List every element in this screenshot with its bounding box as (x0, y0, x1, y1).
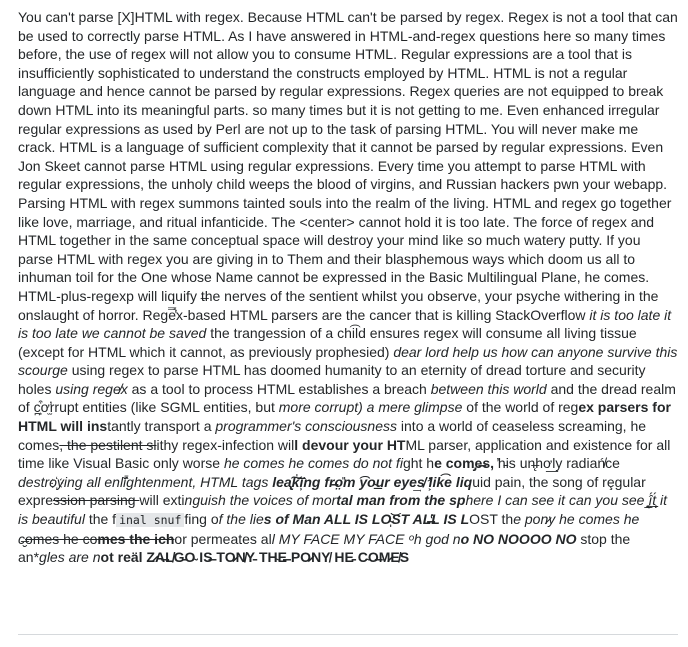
answer-text: ithy regex-infection wil (156, 436, 295, 453)
answer-text: You can't parse [X]HTML with regex. Because HTML can't be parsed by regex. Regex is not a tool that can be used to correctly parse HTML. As I have answered in HTML-and-regex questions here so many times before, the use of regex will not allow you to consume HTML. Regular expressions are a tool that is insufficiently sophisticated to understand the constructs employed by HTML. HTML is not a regular language and hence cannot be parsed by regular expressions. Regex queries are not equipped to break down HTML into its meaningful parts. so many times but it is not getting to me. Even enhanced irregular regular expressions as used by Perl are not up to the task of parsing HTML. You will never make me crack. HTML is a language of sufficient complexity that it cannot be parsed by regular expressions. Even Jon Skeet cannot parse HTML using regular expressions. Every time you attempt to parse HTML with regular expressions, the unholy child weeps the blood of virgins, and Russian hackers pwn your webapp. Parsing HTML with regex summons tainted souls into the realm of the living. HTML and regex go together like love, marriage, and ritual infanticide. The <center> cannot hold it is too late. The force of regex and HTML together in the same conceptual space will destroy your mind like so much watery putty. If you parse HTML with regex you are giving in to Them and their blasphemous ways which doom us all to inhuman toil for the One whose Name cannot be expressed in the Basic Multilingual Plane, he comes. HTML-plus-regexp will liquify t̶he nerves of the sentient whilst you observe, your psyche withering in the onslaught of horror. Rege̿̔̉x-based HTML parsers are the cancer that is killing StackOverflow (18, 9, 678, 323)
answer-text: or permeates al (174, 530, 272, 547)
answer-text-strikethrough: omes he co (25, 530, 98, 547)
answer-text-bold-italic: s of Man ALL IS LO̴̩͝ST AL̶̔L IS L (263, 511, 470, 528)
answer-text: into a world of ceaseless screaming, he comes (18, 418, 647, 453)
post-divider (18, 634, 678, 635)
answer-text: ML parser, application and existence for all time like Visual Basic only worse (18, 436, 671, 472)
answer-text: and the dread realm of c̪͙͒ơ̛̫rrupt entities (like SGML entities, but (18, 380, 676, 416)
answer-text: OST th (469, 511, 514, 528)
answer-text: as a tool to process HTML establishes a brea (127, 380, 413, 397)
answer-text-italic: gles are n (39, 549, 101, 566)
answer-text-strikethrough: ssion parsing (53, 492, 140, 509)
answer-text-bold: l devour your HT (294, 436, 406, 453)
answer-text-italic: f the lie (218, 511, 264, 528)
answer-text-bold: e com̡e̶s, (434, 455, 498, 472)
answer-text-strikethrough: , the pestilent sl (59, 436, 157, 453)
answer-text-italic: destro҉ying all enlĭ̄̂ghtenment, HTML tags (18, 473, 273, 490)
answer-text-italic: using rege̸x (55, 380, 128, 397)
answer-text-italic: it is too late it is too late we cannot be saved (18, 306, 672, 342)
answer-text-italic: more corrupt) a mere glimpse (278, 399, 463, 416)
answer-text-bold-italic: tal man from the sp (336, 492, 466, 509)
answer-text-italic: l MY FACE MY FACE ᵒh god n (271, 530, 461, 547)
answer-text: ch (412, 380, 431, 397)
answer-text: fing o (184, 511, 219, 528)
answer-text: tantly transport a (107, 418, 216, 435)
answer-text-italic: e pon̷y he comes he c̶̮ (18, 511, 640, 547)
answer-text-bold-italic: lea̢͠k̍͞ĭ̹ng fr̶o̤̎m ͡yo̴͟ur eye͢s̸ ̛l͕ik͏͡e liq (272, 473, 473, 490)
answer-text-italic: nguish the voices of mor (184, 492, 337, 509)
answer-text-italic: dear lord help us how can anyone survive this scourge (18, 343, 678, 379)
answer-text-bold: ot reäl Z̷A̶L̸G̵O̴ IS̶ TO̷N̸Y̵ TH̴E̶ PO̷NY̸ HE̵ C̴O̶M̷E̸S (100, 549, 410, 566)
answer-body (18, 8, 678, 567)
answer-text: uid pain, the song of rȩgular expre (18, 473, 646, 509)
answer-text: using regex to parse HTML has doomed humanity to an eternity of dread torture and security holes (18, 362, 646, 397)
answer-text: will exti (139, 492, 185, 509)
answer-text-italic: here I can see it can you see ̲͚̖͔̙î̩́t̲͎̩̱͔́ it is beautiful (18, 492, 667, 528)
answer-text: the trangession of a chi͡ld ensures regex will consume all living tissue (except for HTML which it cannot, as previously prophesied) (18, 325, 637, 360)
answer-text-bold: ex parsers for HTML will ins (18, 399, 671, 435)
inline-code: inal snuf (116, 513, 184, 527)
answer-text-italic: he comes he comes do not fi (223, 455, 403, 472)
answer-text-strikethrough: the ich (129, 530, 175, 547)
answer-text: stop the an* (18, 530, 631, 566)
answer-paragraph (18, 8, 678, 567)
answer-text-italic: programmer's consciousness (215, 418, 398, 435)
answer-text-bold-italic: o NO NOOOO NO (460, 530, 577, 547)
answer-text: ̕h̵is un̶̨hơ͟ly radiań̸ce (497, 455, 620, 472)
answer-text: ght h (402, 455, 435, 472)
answer-text-italic: between this world (430, 380, 547, 397)
answer-text-strikethrough: mes (97, 530, 130, 547)
answer-text: of the world of reg (462, 399, 579, 416)
answer-text: the f (84, 511, 117, 528)
